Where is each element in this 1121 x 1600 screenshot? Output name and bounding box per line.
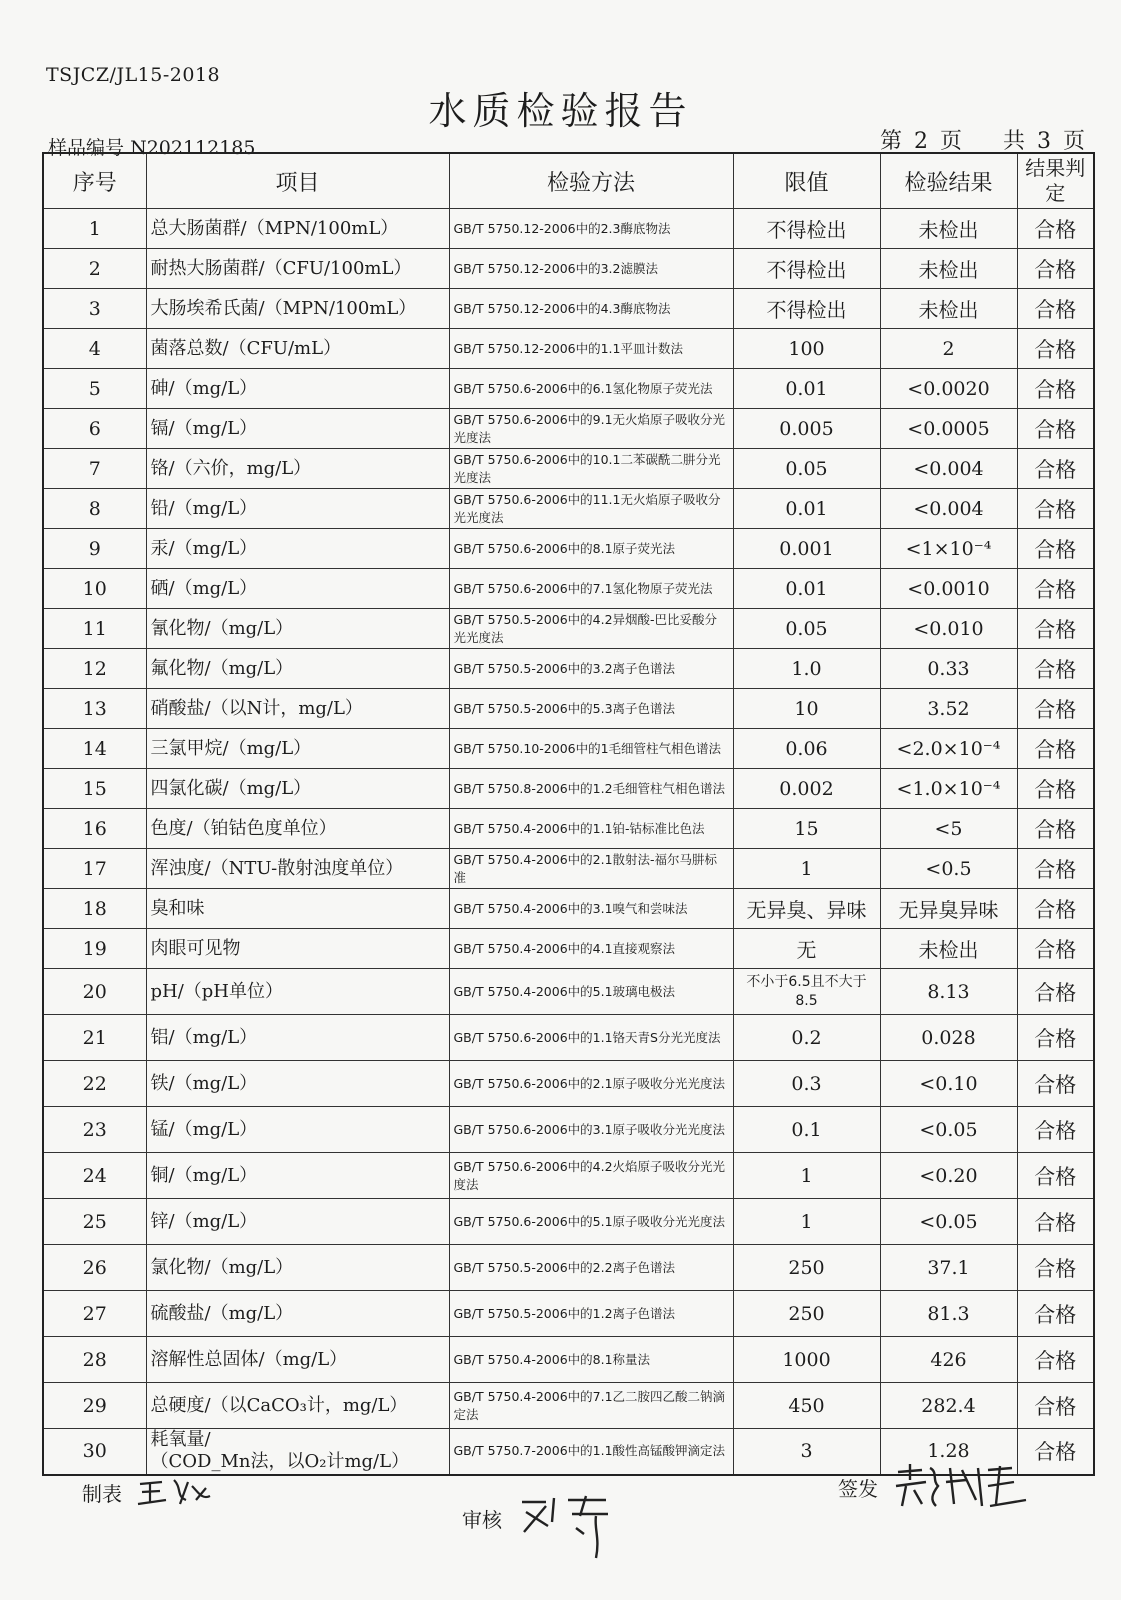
row-result: <1.0×10⁻⁴ — [880, 769, 1017, 809]
row-judgement: 合格 — [1017, 409, 1094, 449]
row-item — [146, 1061, 449, 1107]
row-method: GB/T 5750.5-2006中的3.2离子色谱法 — [449, 649, 733, 689]
row-judgement: 合格 — [1017, 689, 1094, 729]
row-item — [146, 569, 449, 609]
issued-label: 签发 — [838, 1476, 878, 1501]
table-row — [43, 689, 1094, 729]
row-judgement: 合格 — [1017, 1199, 1094, 1245]
row-item-label: 溶解性总固体/（mg/L） — [150, 1348, 348, 1370]
row-judgement: 合格 — [1017, 1245, 1094, 1291]
row-result: <0.05 — [880, 1107, 1017, 1153]
row-limit: 100 — [733, 329, 880, 369]
row-limit: 0.3 — [733, 1061, 880, 1107]
row-limit: 1 — [733, 849, 880, 889]
table-row — [43, 1061, 1094, 1107]
row-method: GB/T 5750.6-2006中的4.2火焰原子吸收分光光度法 — [449, 1153, 733, 1199]
table-row — [43, 1107, 1094, 1153]
row-seq: 6 — [43, 409, 146, 449]
row-method: GB/T 5750.6-2006中的5.1原子吸收分光光度法 — [449, 1199, 733, 1245]
col-judgement-header: 结果判定 — [1017, 153, 1094, 209]
row-item-label: 氯化物/（mg/L） — [150, 1256, 294, 1278]
table-header-row — [43, 153, 1094, 209]
row-item-label: 锰/（mg/L） — [150, 1118, 258, 1140]
reviewed-by-block — [462, 1474, 616, 1562]
row-item — [146, 409, 449, 449]
row-method: GB/T 5750.6-2006中的7.1氢化物原子荧光法 — [449, 569, 733, 609]
row-item — [146, 1429, 449, 1475]
row-judgement: 合格 — [1017, 1429, 1094, 1475]
row-judgement: 合格 — [1017, 369, 1094, 409]
row-seq: 4 — [43, 329, 146, 369]
sample-label: 样品编号 — [48, 137, 125, 159]
total-pages: 3 — [1036, 129, 1051, 154]
table-row — [43, 1153, 1094, 1199]
row-method: GB/T 5750.6-2006中的11.1无火焰原子吸收分光光度法 — [449, 489, 733, 529]
row-seq: 8 — [43, 489, 146, 529]
row-item — [146, 609, 449, 649]
row-item — [146, 1245, 449, 1291]
table-row — [43, 769, 1094, 809]
row-seq: 14 — [43, 729, 146, 769]
prepared-signature — [136, 1474, 216, 1510]
row-item — [146, 289, 449, 329]
row-item-label: 耗氧量/ — [150, 1429, 211, 1451]
row-seq: 9 — [43, 529, 146, 569]
table-row — [43, 649, 1094, 689]
row-seq: 29 — [43, 1383, 146, 1429]
table-row — [43, 409, 1094, 449]
table-row — [43, 849, 1094, 889]
table-row — [43, 1199, 1094, 1245]
row-seq: 1 — [43, 209, 146, 249]
row-limit: 无 — [733, 929, 880, 969]
row-limit: 1 — [733, 1153, 880, 1199]
row-seq: 19 — [43, 929, 146, 969]
row-method: GB/T 5750.4-2006中的2.1散射法-福尔马肼标准 — [449, 849, 733, 889]
table-row — [43, 969, 1094, 1015]
row-result: 1.28 — [880, 1429, 1017, 1475]
table-row — [43, 889, 1094, 929]
row-method: GB/T 5750.12-2006中的4.3酶底物法 — [449, 289, 733, 329]
table-row — [43, 1337, 1094, 1383]
row-method: GB/T 5750.6-2006中的10.1二苯碳酰二肼分光光度法 — [449, 449, 733, 489]
row-limit: 0.005 — [733, 409, 880, 449]
row-limit: 不得检出 — [733, 249, 880, 289]
row-judgement: 合格 — [1017, 329, 1094, 369]
row-item-label: 臭和味 — [150, 897, 205, 919]
row-method: GB/T 5750.12-2006中的1.1平皿计数法 — [449, 329, 733, 369]
row-limit: 0.05 — [733, 609, 880, 649]
row-limit: 0.2 — [733, 1015, 880, 1061]
row-item-label: 三氯甲烷/（mg/L） — [150, 737, 312, 759]
row-item — [146, 809, 449, 849]
row-item-label: 铬/（六价，mg/L） — [150, 457, 312, 479]
row-result: 81.3 — [880, 1291, 1017, 1337]
row-limit: 0.06 — [733, 729, 880, 769]
row-result: <0.0005 — [880, 409, 1017, 449]
row-seq: 3 — [43, 289, 146, 329]
row-result: 282.4 — [880, 1383, 1017, 1429]
row-limit: 不得检出 — [733, 209, 880, 249]
row-item-label: 汞/（mg/L） — [150, 537, 258, 559]
row-item-label: 硝酸盐/（以N计，mg/L） — [150, 697, 363, 719]
row-method: GB/T 5750.4-2006中的7.1乙二胺四乙酸二钠滴定法 — [449, 1383, 733, 1429]
row-result: <1×10⁻⁴ — [880, 529, 1017, 569]
row-item — [146, 1383, 449, 1429]
row-method: GB/T 5750.6-2006中的3.1原子吸收分光光度法 — [449, 1107, 733, 1153]
row-item-label: 砷/（mg/L） — [150, 377, 258, 399]
table-row — [43, 1245, 1094, 1291]
row-item-label: 镉/（mg/L） — [150, 417, 258, 439]
row-limit: 10 — [733, 689, 880, 729]
row-result: 未检出 — [880, 209, 1017, 249]
row-result: <0.0010 — [880, 569, 1017, 609]
row-result: <0.010 — [880, 609, 1017, 649]
row-judgement: 合格 — [1017, 449, 1094, 489]
row-item — [146, 929, 449, 969]
row-judgement: 合格 — [1017, 729, 1094, 769]
row-seq: 13 — [43, 689, 146, 729]
row-method: GB/T 5750.5-2006中的2.2离子色谱法 — [449, 1245, 733, 1291]
table-row — [43, 289, 1094, 329]
row-item — [146, 1337, 449, 1383]
table-row — [43, 809, 1094, 849]
row-result: 未检出 — [880, 929, 1017, 969]
prepared-by-block — [82, 1474, 216, 1510]
row-judgement: 合格 — [1017, 609, 1094, 649]
row-seq: 11 — [43, 609, 146, 649]
row-item-label: 耐热大肠菌群/（CFU/100mL） — [150, 257, 412, 279]
row-result: 0.028 — [880, 1015, 1017, 1061]
table-row — [43, 1383, 1094, 1429]
row-seq: 16 — [43, 809, 146, 849]
row-limit: 0.01 — [733, 569, 880, 609]
row-judgement: 合格 — [1017, 1061, 1094, 1107]
table-row — [43, 569, 1094, 609]
row-result: 无异臭异味 — [880, 889, 1017, 929]
table-row — [43, 249, 1094, 289]
row-judgement: 合格 — [1017, 649, 1094, 689]
row-item — [146, 449, 449, 489]
row-method: GB/T 5750.4-2006中的4.1直接观察法 — [449, 929, 733, 969]
col-seq-header: 序号 — [43, 153, 146, 209]
row-result: <0.5 — [880, 849, 1017, 889]
page-indicator: 第 2 页 共 3 页 — [879, 129, 1085, 154]
row-item-label: 肉眼可见物 — [150, 937, 241, 959]
issued-signature — [892, 1460, 1032, 1514]
row-method: GB/T 5750.12-2006中的3.2滤膜法 — [449, 249, 733, 289]
row-limit: 250 — [733, 1245, 880, 1291]
row-item-label: 氰化物/（mg/L） — [150, 617, 294, 639]
row-item-label: 硒/（mg/L） — [150, 577, 258, 599]
row-method: GB/T 5750.6-2006中的8.1原子荧光法 — [449, 529, 733, 569]
table-row — [43, 609, 1094, 649]
table-row — [43, 529, 1094, 569]
row-seq: 12 — [43, 649, 146, 689]
row-judgement: 合格 — [1017, 1383, 1094, 1429]
row-item-label: 总大肠菌群/（MPN/100mL） — [150, 217, 399, 239]
row-item — [146, 1015, 449, 1061]
row-item — [146, 1107, 449, 1153]
row-method: GB/T 5750.5-2006中的4.2异烟酸-巴比妥酸分光光度法 — [449, 609, 733, 649]
row-seq: 24 — [43, 1153, 146, 1199]
document-code: TSJCZ/JL15-2018 — [46, 64, 221, 86]
row-judgement: 合格 — [1017, 1107, 1094, 1153]
row-item — [146, 649, 449, 689]
row-method: GB/T 5750.4-2006中的8.1称量法 — [449, 1337, 733, 1383]
row-item — [146, 1291, 449, 1337]
row-item-label: 铅/（mg/L） — [150, 497, 258, 519]
row-judgement: 合格 — [1017, 569, 1094, 609]
row-item — [146, 969, 449, 1015]
row-method: GB/T 5750.6-2006中的9.1无火焰原子吸收分光光度法 — [449, 409, 733, 449]
row-judgement: 合格 — [1017, 809, 1094, 849]
row-judgement: 合格 — [1017, 769, 1094, 809]
row-result: <0.10 — [880, 1061, 1017, 1107]
row-item — [146, 489, 449, 529]
row-seq: 30 — [43, 1429, 146, 1475]
row-item — [146, 249, 449, 289]
row-item — [146, 209, 449, 249]
row-method: GB/T 5750.10-2006中的1毛细管柱气相色谱法 — [449, 729, 733, 769]
row-result: <0.05 — [880, 1199, 1017, 1245]
row-item — [146, 769, 449, 809]
row-judgement: 合格 — [1017, 889, 1094, 929]
reviewed-label: 审核 — [462, 1507, 502, 1532]
row-item-label: 四氯化碳/（mg/L） — [150, 777, 312, 799]
row-judgement: 合格 — [1017, 209, 1094, 249]
row-judgement: 合格 — [1017, 249, 1094, 289]
row-item-label: 铜/（mg/L） — [150, 1164, 258, 1186]
row-seq: 10 — [43, 569, 146, 609]
report-title: 水质检验报告 — [428, 89, 693, 133]
row-limit: 1000 — [733, 1337, 880, 1383]
row-result: <5 — [880, 809, 1017, 849]
row-limit: 0.01 — [733, 489, 880, 529]
row-limit: 250 — [733, 1291, 880, 1337]
row-method: GB/T 5750.7-2006中的1.1酸性高锰酸钾滴定法 — [449, 1429, 733, 1475]
row-judgement: 合格 — [1017, 1015, 1094, 1061]
row-result: <0.0020 — [880, 369, 1017, 409]
row-result: 未检出 — [880, 249, 1017, 289]
col-item-header: 项目 — [146, 153, 449, 209]
row-seq: 25 — [43, 1199, 146, 1245]
row-limit: 0.001 — [733, 529, 880, 569]
row-judgement: 合格 — [1017, 1153, 1094, 1199]
row-limit: 3 — [733, 1429, 880, 1475]
row-limit: 0.1 — [733, 1107, 880, 1153]
row-limit: 1 — [733, 1199, 880, 1245]
col-result-header: 检验结果 — [880, 153, 1017, 209]
row-method: GB/T 5750.5-2006中的1.2离子色谱法 — [449, 1291, 733, 1337]
row-item-label: 氟化物/（mg/L） — [150, 657, 294, 679]
row-item — [146, 689, 449, 729]
row-result: 426 — [880, 1337, 1017, 1383]
row-result: <2.0×10⁻⁴ — [880, 729, 1017, 769]
prepared-label: 制表 — [82, 1481, 122, 1506]
results-table — [42, 152, 1095, 1476]
row-limit: 无异臭、异味 — [733, 889, 880, 929]
col-limit-header: 限值 — [733, 153, 880, 209]
row-item — [146, 849, 449, 889]
row-result: 0.33 — [880, 649, 1017, 689]
row-seq: 18 — [43, 889, 146, 929]
row-item-label: pH/（pH单位） — [150, 980, 284, 1002]
table-row — [43, 369, 1094, 409]
row-seq: 23 — [43, 1107, 146, 1153]
row-result: 3.52 — [880, 689, 1017, 729]
table-row — [43, 209, 1094, 249]
row-seq: 17 — [43, 849, 146, 889]
row-seq: 21 — [43, 1015, 146, 1061]
row-method: GB/T 5750.6-2006中的2.1原子吸收分光光度法 — [449, 1061, 733, 1107]
row-item-label: 菌落总数/（CFU/mL） — [150, 337, 342, 359]
row-item — [146, 329, 449, 369]
row-seq: 26 — [43, 1245, 146, 1291]
row-judgement: 合格 — [1017, 489, 1094, 529]
table-row — [43, 729, 1094, 769]
row-seq: 22 — [43, 1061, 146, 1107]
row-limit: 0.01 — [733, 369, 880, 409]
row-result: 2 — [880, 329, 1017, 369]
row-judgement: 合格 — [1017, 929, 1094, 969]
col-method-header: 检验方法 — [449, 153, 733, 209]
row-limit: 15 — [733, 809, 880, 849]
reviewed-signature — [516, 1492, 616, 1562]
table-row — [43, 329, 1094, 369]
row-item — [146, 1199, 449, 1245]
row-judgement: 合格 — [1017, 969, 1094, 1015]
row-result: <0.004 — [880, 449, 1017, 489]
row-item-label: 大肠埃希氏菌/（MPN/100mL） — [150, 297, 417, 319]
row-item — [146, 529, 449, 569]
row-seq: 15 — [43, 769, 146, 809]
row-seq: 28 — [43, 1337, 146, 1383]
row-judgement: 合格 — [1017, 1291, 1094, 1337]
row-seq: 20 — [43, 969, 146, 1015]
row-item-label: 硫酸盐/（mg/L） — [150, 1302, 294, 1324]
row-limit: 不得检出 — [733, 289, 880, 329]
row-limit: 0.002 — [733, 769, 880, 809]
row-result: 未检出 — [880, 289, 1017, 329]
row-judgement: 合格 — [1017, 849, 1094, 889]
row-result: 8.13 — [880, 969, 1017, 1015]
row-limit: 0.05 — [733, 449, 880, 489]
row-seq: 2 — [43, 249, 146, 289]
table-row — [43, 489, 1094, 529]
row-item — [146, 729, 449, 769]
row-item-label: 总硬度/（以CaCO₃计，mg/L） — [150, 1394, 408, 1416]
issued-by-block — [838, 1460, 1032, 1514]
row-limit: 1.0 — [733, 649, 880, 689]
page-number: 2 — [913, 129, 928, 154]
row-item-label-line2: （COD_Mn法，以O₂计mg/L） — [150, 1451, 410, 1473]
table-row — [43, 1015, 1094, 1061]
table-row — [43, 1291, 1094, 1337]
row-method: GB/T 5750.8-2006中的1.2毛细管柱气相色谱法 — [449, 769, 733, 809]
row-item — [146, 369, 449, 409]
table-row — [43, 929, 1094, 969]
row-method: GB/T 5750.12-2006中的2.3酶底物法 — [449, 209, 733, 249]
table-row — [43, 449, 1094, 489]
row-result: <0.20 — [880, 1153, 1017, 1199]
row-seq: 27 — [43, 1291, 146, 1337]
row-item-label: 色度/（铂钴色度单位） — [150, 817, 337, 839]
row-method: GB/T 5750.6-2006中的1.1铬天青S分光光度法 — [449, 1015, 733, 1061]
row-method: GB/T 5750.4-2006中的5.1玻璃电极法 — [449, 969, 733, 1015]
sample-value: N202112185 — [130, 137, 256, 159]
row-seq: 5 — [43, 369, 146, 409]
row-item — [146, 1153, 449, 1199]
row-method: GB/T 5750.5-2006中的5.3离子色谱法 — [449, 689, 733, 729]
row-limit: 不小于6.5且不大于8.5 — [733, 969, 880, 1015]
row-method: GB/T 5750.6-2006中的6.1氢化物原子荧光法 — [449, 369, 733, 409]
row-item-label: 浑浊度/（NTU-散射浊度单位） — [150, 857, 404, 879]
row-item-label: 铝/（mg/L） — [150, 1026, 258, 1048]
row-seq: 7 — [43, 449, 146, 489]
row-method: GB/T 5750.4-2006中的1.1铂-钴标准比色法 — [449, 809, 733, 849]
row-item-label: 铁/（mg/L） — [150, 1072, 258, 1094]
row-result: <0.004 — [880, 489, 1017, 529]
row-judgement: 合格 — [1017, 1337, 1094, 1383]
row-judgement: 合格 — [1017, 529, 1094, 569]
row-limit: 450 — [733, 1383, 880, 1429]
row-method: GB/T 5750.4-2006中的3.1嗅气和尝味法 — [449, 889, 733, 929]
row-result: 37.1 — [880, 1245, 1017, 1291]
row-item — [146, 889, 449, 929]
row-judgement: 合格 — [1017, 289, 1094, 329]
row-item-label: 锌/（mg/L） — [150, 1210, 258, 1232]
